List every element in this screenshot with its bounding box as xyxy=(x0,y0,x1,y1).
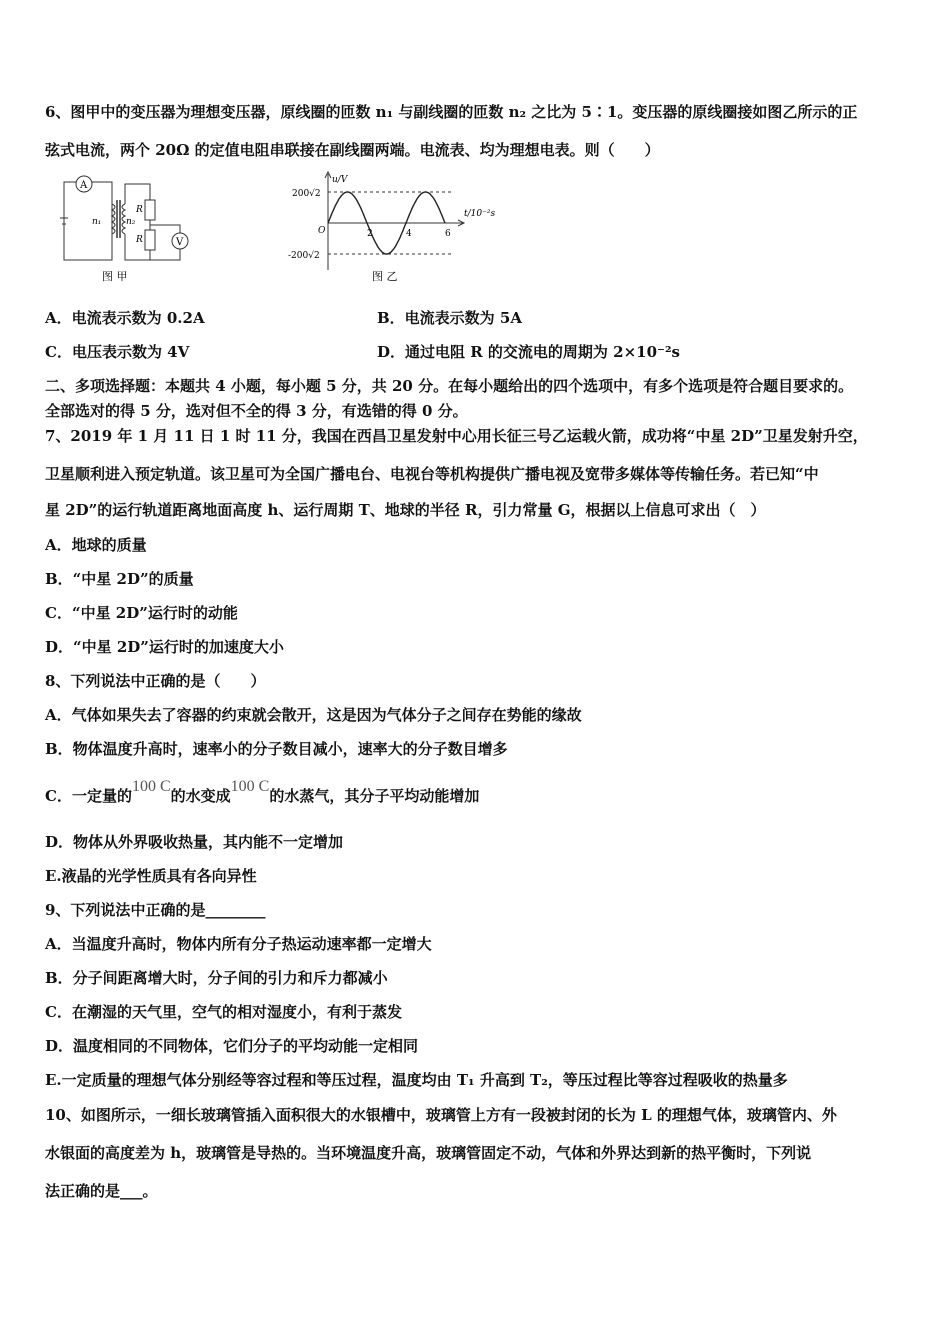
q8-option-a: A．气体如果失去了容器的约束就会散开，这是因为气体分子之间存在势能的缘故 xyxy=(45,706,582,724)
n2-label: n₂ xyxy=(126,217,136,227)
q7-line2: 卫星顺利进入预定轨道。该卫星可为全国广播电台、电视台等机构提供广播电视及宽带多媒体等传输任务。若已知“中 xyxy=(45,465,819,483)
q7-option-b: B．“中星 2D”的质量 xyxy=(45,570,194,588)
q10-line3: 法正确的是___。 xyxy=(45,1182,158,1200)
q10-line1: 10、如图所示，一细长玻璃管插入面积很大的水银槽中，玻璃管上方有一段被封闭的长为 L 的理想气体，玻璃管内、外 xyxy=(45,1106,837,1124)
q6-option-a: A．电流表示数为 0.2A xyxy=(45,309,205,327)
q8-c-mid: 的水变成 xyxy=(170,787,231,805)
ammeter-label: A xyxy=(80,180,88,191)
q9-option-e: E.一定质量的理想气体分别经等容过程和等压过程，温度均由 T₁ 升高到 T₂，等压过程比等容过程吸收的热量多 xyxy=(45,1071,788,1089)
q6-option-b: B．电流表示数为 5A xyxy=(377,309,522,327)
x-axis-label: t/10⁻²s xyxy=(464,209,496,219)
figure-b-caption: 图 乙 xyxy=(372,270,398,283)
section2-line2: 全部选对的得 5 分，选对但不全的得 3 分，有选错的得 0 分。 xyxy=(45,402,468,420)
q8-stem: 8、下列说法中正确的是（ ） xyxy=(45,672,266,690)
r1-label: R xyxy=(136,205,143,215)
q6-option-d: D．通过电阻 R 的交流电的周期为 2×10⁻²s xyxy=(377,343,680,361)
q8-c-temp1: 100 C xyxy=(131,778,171,795)
y-axis-label: u/V xyxy=(332,175,348,185)
q8-c-temp2: 100 C xyxy=(230,778,270,795)
tick-6: 6 xyxy=(445,229,451,239)
q9-option-a: A．当温度升高时，物体内所有分子热运动速率都一定增大 xyxy=(45,935,432,953)
q8-option-c xyxy=(45,778,480,807)
origin-label: O xyxy=(318,226,326,236)
r2-label: R xyxy=(136,235,143,245)
figure-b-waveform xyxy=(288,170,508,292)
section2-line1: 二、多项选择题：本题共 4 小题，每小题 5 分，共 20 分。在每小题给出的四个选项中，有多个选项是符合题目要求的。 xyxy=(45,377,854,395)
q9-stem: 9、下列说法中正确的是________ xyxy=(45,901,266,919)
tick-4: 4 xyxy=(406,229,412,239)
tick-2: 2 xyxy=(367,229,373,239)
q8-c-pre: C．一定量的 xyxy=(45,787,132,805)
ymax-label: 200√2 xyxy=(292,189,321,199)
q10-line2: 水银面的高度差为 h，玻璃管是导热的。当环境温度升高，玻璃管固定不动，气体和外界达到新的热平衡时，下列说 xyxy=(45,1144,812,1162)
voltmeter-label: V xyxy=(176,237,184,248)
q9-option-d: D．温度相同的不同物体，它们分子的平均动能一定相同 xyxy=(45,1037,419,1055)
figure-a-circuit xyxy=(52,172,202,291)
q6-option-c: C．电压表示数为 4V xyxy=(45,343,190,361)
figure-a-caption: 图 甲 xyxy=(102,270,128,283)
q8-c-post: 的水蒸气，其分子平均动能增加 xyxy=(269,787,480,805)
q8-option-b: B．物体温度升高时，速率小的分子数目减小，速率大的分子数目增多 xyxy=(45,740,508,758)
q9-option-b: B．分子间距离增大时，分子间的引力和斥力都减小 xyxy=(45,969,388,987)
q8-option-e: E.液晶的光学性质具有各向异性 xyxy=(45,867,257,885)
ymin-label: -200√2 xyxy=(288,251,320,261)
n1-label: n₁ xyxy=(92,217,102,227)
q9-option-c: C．在潮湿的天气里，空气的相对湿度小，有利于蒸发 xyxy=(45,1003,402,1021)
q7-line1: 7、2019 年 1 月 11 日 1 时 11 分，我国在西昌卫星发射中心用长征三号乙运载火箭，成功将“中星 2D”卫星发射升空， xyxy=(45,427,868,445)
q7-line3: 星 2D”的运行轨道距离地面高度 h、运行周期 T、地球的半径 R，引力常量 G，根据以上信息可求出（ ） xyxy=(45,501,766,519)
q6-line2: 弦式电流，两个 20Ω 的定值电阻串联接在副线圈两端。电流表、均为理想电表。则（ ） xyxy=(45,141,660,159)
q8-option-d: D．物体从外界吸收热量，其内能不一定增加 xyxy=(45,833,344,851)
q7-option-d: D．“中星 2D”运行时的加速度大小 xyxy=(45,638,284,656)
q7-option-a: A．地球的质量 xyxy=(45,536,147,554)
q7-option-c: C．“中星 2D”运行时的动能 xyxy=(45,604,238,622)
q6-line1: 6、图甲中的变压器为理想变压器，原线圈的匝数 n₁ 与副线圈的匝数 n₂ 之比为 5∶1。变压器的原线圈接如图乙所示的正 xyxy=(45,103,858,121)
